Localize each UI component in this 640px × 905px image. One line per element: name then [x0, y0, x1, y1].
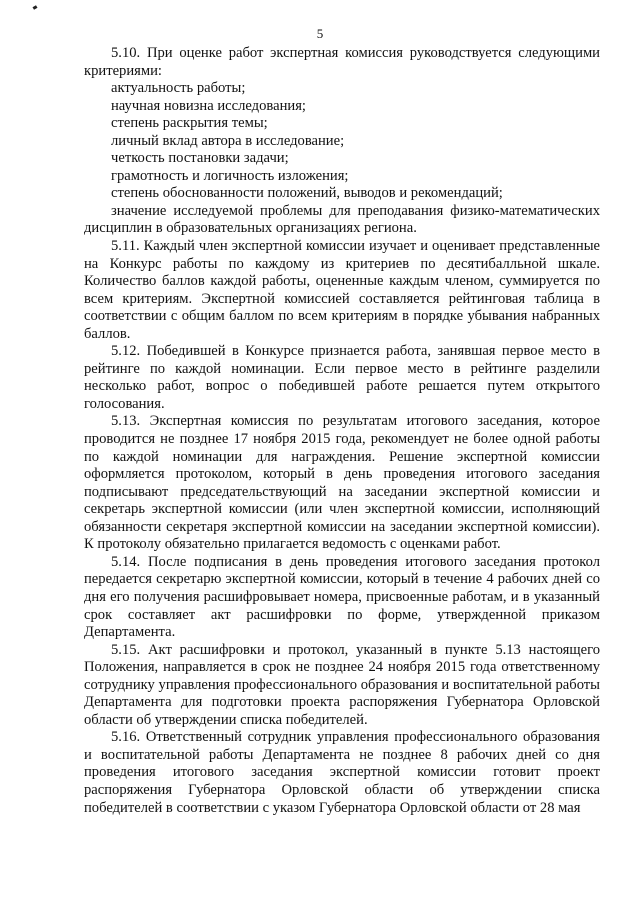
criterion-item: актуальность работы;	[111, 80, 246, 97]
page-number: 5	[316, 26, 324, 41]
paragraph-5-14: 5.14. После подписания в день проведения итогового заседания протокол передается секретарю экспертной комиссии, который в течение 4 рабочих дней со дня его получения расшифровывает номера, присвоенные работам, и в указанный срок составляет акт расшифровки по форме, утвержденной приказом Департамента.	[84, 553, 600, 641]
document-body	[84, 45, 600, 817]
paragraph-5-12: 5.12. Победившей в Конкурсе признается работа, занявшая первое место в рейтинге по каждой номинации. Если первое место в рейтинге разделили несколько работ, вопрос о победившей работе решается путем открытого голосования.	[84, 343, 600, 412]
paragraph-5-10: 5.10. При оценке работ экспертная комиссия руководствуется следующими критериями:	[84, 45, 600, 79]
criterion-item: степень обоснованности положений, выводов и рекомендаций;	[111, 185, 503, 202]
criterion-item: степень раскрытия темы;	[111, 115, 268, 132]
criterion-item: четкость постановки задачи;	[111, 150, 289, 167]
paragraph-5-15: 5.15. Акт расшифровки и протокол, указанный в пункте 5.13 настоящего Положения, направляется в срок не позднее 24 ноября 2015 года ответственному сотруднику управления профессионального образования и воспитательной работы Департамента для подготовки проекта распоряжения Губернатора Орловской области об утверждении списка победителей.	[84, 641, 600, 728]
paragraph-5-13: 5.13. Экспертная комиссия по результатам итогового заседания, которое проводится не позднее 17 ноября 2015 года, рекомендует не более одной работы по каждой номинации для награждения. Решение экспертной комиссии оформляется протоколом, который в день проведения итогового заседания подписывают председательствующий на заседании экспертной комиссии и секретарь экспертной комиссии (или член экспертной комиссии, исполняющий обязанности секретаря экспертной комиссии на заседании экспертной комиссии). К протоколу обязательно прилагается ведомость с оценками работ.	[84, 413, 600, 553]
criterion-item: значение исследуемой проблемы для преподавания физико-математических дисциплин в образовательных организациях региона.	[84, 202, 600, 237]
criterion-item: грамотность и логичность изложения;	[111, 167, 349, 184]
criterion-item: личный вклад автора в исследование;	[111, 132, 345, 149]
paragraph-5-11: 5.11. Каждый член экспертной комиссии изучает и оценивает представленные на Конкурс работы по каждому из критериев по десятибалльной шкале. Количество баллов каждой работы, оцененные каждым членом, суммируется по всем критериям. Экспертной комиссией составляется рейтинговая таблица в соответствии с общим баллом по всем критериям в порядке убывания набранных баллов.	[84, 238, 600, 342]
paragraph-5-16: 5.16. Ответственный сотрудник управления профессионального образования и воспитательной работы Департамента не позднее 8 рабочих дней со дня проведения итогового заседания экспертной комиссии готовит проект распоряжения Губернатора Орловской области об утверждении списка победителей в соответствии с указом Губернатора Орловской области от 28 мая	[84, 729, 600, 816]
scan-mark	[33, 5, 38, 10]
criterion-item: научная новизна исследования;	[111, 97, 306, 114]
